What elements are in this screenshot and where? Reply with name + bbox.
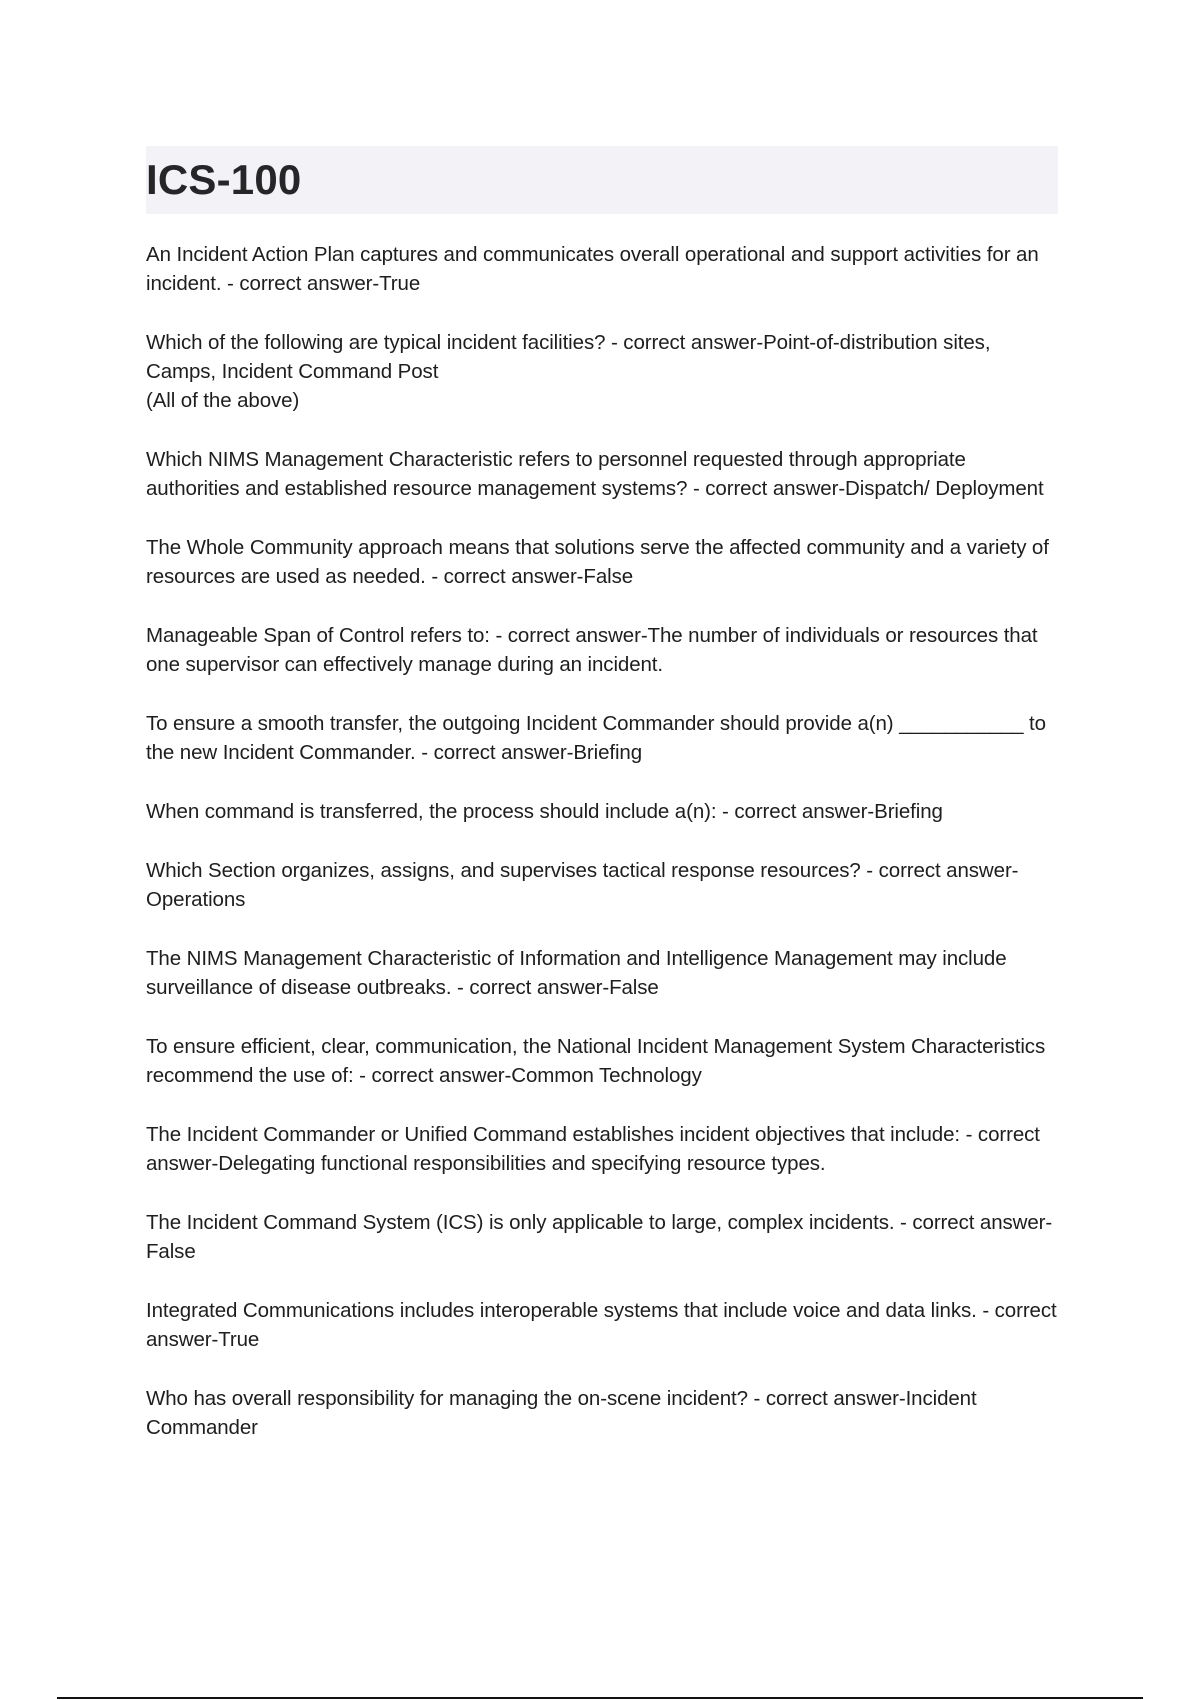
qa-item: Integrated Communications includes interoperable systems that include voice and data links. - correct answer-True xyxy=(146,1299,1063,1351)
qa-item: Which NIMS Management Characteristic refers to personnel requested through appropriate authorities and established resource management systems? - correct answer-Dispatch/ Deployment xyxy=(146,448,1044,500)
qa-item: Manageable Span of Control refers to: - correct answer-The number of individuals or resources that one supervisor can effectively manage during an incident. xyxy=(146,624,1044,676)
footer-divider xyxy=(57,1697,1143,1699)
qa-item: To ensure efficient, clear, communication, the National Incident Management System Characteristics recommend the use of: - correct answer-Common Technology xyxy=(146,1035,1051,1087)
qa-item: When command is transferred, the process should include a(n): - correct answer-Briefing xyxy=(146,800,943,823)
qa-item: The NIMS Management Characteristic of Information and Intelligence Management may include surveillance of disease outbreaks. - correct answer-False xyxy=(146,947,1013,999)
qa-list xyxy=(146,240,1063,1442)
qa-item: Who has overall responsibility for managing the on-scene incident? - correct answer-Incident Commander xyxy=(146,1387,983,1439)
title-band xyxy=(146,146,1058,214)
qa-item: The Incident Command System (ICS) is only applicable to large, complex incidents. - correct answer-False xyxy=(146,1211,1053,1263)
qa-item: Which of the following are typical incident facilities? - correct answer-Point-of-distribution sites, Camps, Incident Command Post (All of the above) xyxy=(146,331,991,412)
qa-item: The Incident Commander or Unified Command establishes incident objectives that include: - correct answer-Delegating functional responsibilities and specifying resource types. xyxy=(146,1123,1046,1175)
page-title: ICS-100 xyxy=(146,156,302,203)
document-page xyxy=(146,146,1063,1472)
qa-item: To ensure a smooth transfer, the outgoing Incident Commander should provide a(n) ___________ to the new Incident Commander. - correct answer-Briefing xyxy=(146,712,1052,764)
qa-item: Which Section organizes, assigns, and supervises tactical response resources? - correct answer-Operations xyxy=(146,859,1019,911)
qa-item: The Whole Community approach means that solutions serve the affected community and a variety of resources are used as needed. - correct answer-False xyxy=(146,536,1055,588)
qa-item: An Incident Action Plan captures and communicates overall operational and support activities for an incident. - correct answer-True xyxy=(146,243,1045,295)
